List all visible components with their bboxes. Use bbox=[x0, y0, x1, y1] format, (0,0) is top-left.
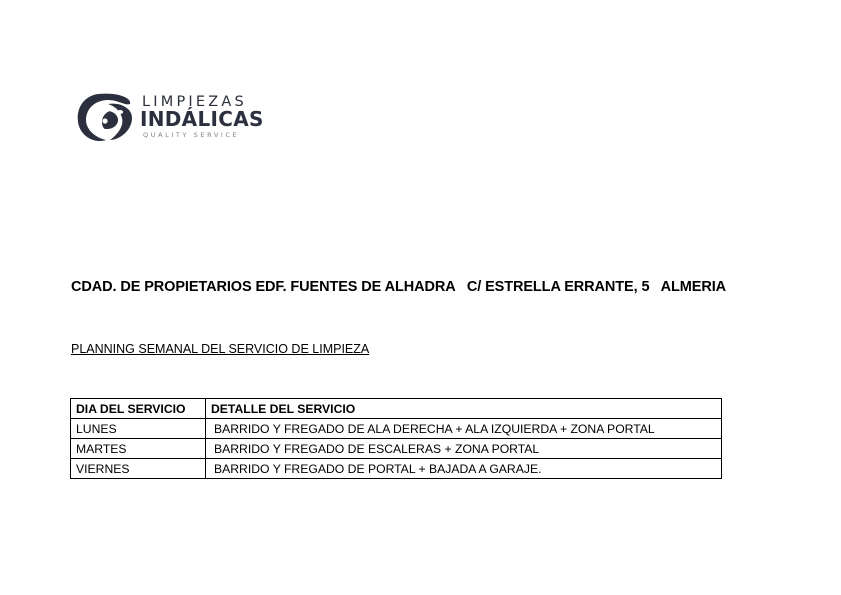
cell-day: LUNES bbox=[71, 419, 206, 439]
cell-detail: BARRIDO Y FREGADO DE ESCALERAS + ZONA PORTAL bbox=[206, 439, 722, 459]
logo-text-indalicas: INDÁLICAS bbox=[140, 107, 264, 131]
cell-day: MARTES bbox=[71, 439, 206, 459]
table-row bbox=[71, 459, 722, 479]
column-header-detail: DETALLE DEL SERVICIO bbox=[206, 399, 722, 419]
cell-detail: BARRIDO Y FREGADO DE ALA DERECHA + ALA IZQUIERDA + ZONA PORTAL bbox=[206, 419, 722, 439]
table-header-row bbox=[71, 399, 722, 419]
table-row bbox=[71, 439, 722, 459]
company-logo bbox=[74, 90, 264, 146]
cell-day: VIERNES bbox=[71, 459, 206, 479]
document-subheading: PLANNING SEMANAL DEL SERVICIO DE LIMPIEZA bbox=[71, 342, 370, 356]
logo-text-limpiezas: LIMPIEZAS bbox=[142, 94, 247, 110]
column-header-day: DIA DEL SERVICIO bbox=[71, 399, 206, 419]
document-heading: CDAD. DE PROPIETARIOS EDF. FUENTES DE ALHADRA C/ ESTRELLA ERRANTE, 5 ALMERIA bbox=[71, 279, 727, 295]
service-schedule-table bbox=[70, 398, 722, 479]
logo-tagline: QUALITY SERVICE bbox=[143, 131, 240, 139]
cell-detail: BARRIDO Y FREGADO DE PORTAL + BAJADA A GARAJE. bbox=[206, 459, 722, 479]
logo-mark-icon bbox=[74, 90, 136, 144]
table-row bbox=[71, 419, 722, 439]
